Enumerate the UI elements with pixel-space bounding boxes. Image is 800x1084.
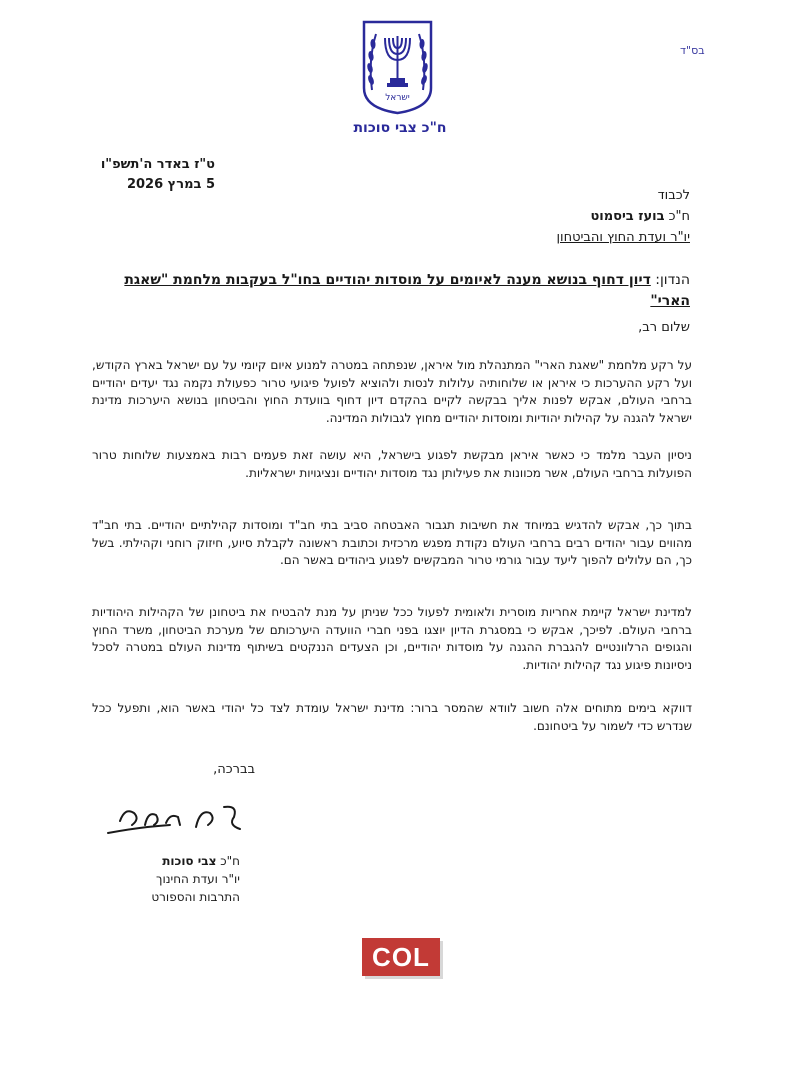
addressee-role: יו"ר ועדת החוץ והביטחון bbox=[556, 230, 690, 245]
signer-role-1: יו"ר ועדת החינוך bbox=[156, 872, 240, 886]
signer-prefix: ח"כ bbox=[216, 854, 240, 868]
col-watermark-logo: COL bbox=[362, 938, 440, 976]
besd-mark: בס"ד bbox=[680, 44, 705, 57]
letterhead-mk-name: ח"כ צבי סוכות bbox=[353, 120, 447, 136]
signer-name-line bbox=[80, 852, 240, 870]
subject-text: דיון דחוף בנושא מענה לאיומים על מוסדות יהודיים בחו"ל בעקבות מלחמת "שאגת הארי" bbox=[124, 272, 690, 309]
handwritten-signature bbox=[100, 795, 250, 845]
addressee-name-line bbox=[390, 206, 690, 227]
signer-block bbox=[80, 852, 240, 906]
date-block bbox=[75, 155, 215, 195]
body-paragraph-2: ניסיון העבר מלמד כי כאשר איראן מבקשת לפגוע בישראל, היא עושה זאת פעמים רבות באמצעות שלוחות טרור הפועלות ברחבי העולם, אשר מכוונות את פעילותן נגד מוסדות יהודיים ונציגויות ישראליות. bbox=[92, 448, 692, 480]
state-emblem bbox=[360, 20, 435, 115]
addressee-honorific: לכבוד bbox=[657, 188, 690, 203]
body-paragraph-1: על רקע מלחמת "שאגת הארי" המתנהלת מול איראן, שנפתחה במטרה למנוע איום קיומי על עם ישראל בארץ הקודש, ועל רקע ההערכות כי איראן או שלוחותיה עלולות לנסות ולהוציא לפועל פיגועי טרור כפעולת נקמה נגד יעדים יהודיים ברחבי העולם, אבקש לפנות אליך בבקשה לקיים בהקדם דיון דחוף בוועדת החוץ והביטחון בנושא היערכות מדינת ישראל להגנה על קהילות יהודיות ומוסדות יהודיים מחוץ לגבולות המדינה. bbox=[92, 358, 692, 425]
addressee-prefix: ח"כ bbox=[664, 209, 690, 224]
addressee-name: בועז ביסמוט bbox=[590, 209, 665, 224]
hebrew-date: ט"ז באדר ה'תשפ"ו bbox=[100, 157, 215, 172]
signer-name: צבי סוכות bbox=[162, 854, 217, 868]
body-paragraph-3: בתוך כך, אבקש להדגיש במיוחד את חשיבות תגבור האבטחה סביב בתי חב"ד ומוסדות קהילתיים יהודיים. בתי חב"ד מהווים עבור יהודים רבים ברחבי העולם נקודת מפגש מרכזית וכתובת ראשונה לקבלת סיוע, חיזוק רוחני וקהילתי. בשל כך, הם עלולים להפוך ליעד עבור גורמי טרור המבקשים לפגוע ביהודים באשר הם. bbox=[92, 518, 692, 567]
closing: בברכה, bbox=[213, 762, 255, 777]
body-paragraph-5: דווקא בימים מתוחים אלה חשוב לוודא שהמסר ברור: מדינת ישראל עומדת לצד כל יהודי באשר הוא, ותפעל ככל שנדרש כדי לשמור על ביטחונם. bbox=[92, 701, 692, 733]
body-paragraph-4: למדינת ישראל קיימת אחריות מוסרית ולאומית לפעול ככל שניתן על מנת להבטיח את ביטחונן של הקהילות היהודיות ברחבי העולם. לפיכך, אבקש כי במסגרת הדיון יוצגו בפני חברי הוועדה היערכותם של מערכת הביטחון, משרד החוץ והגופים הרלוונטיים להגברת ההגנה על מוסדות יהודיים, וכן הצעדים הננקטים בשיתוף מדינות העולם במטרה לסכל ניסיונות פיגוע נגד קהילות יהודיות. bbox=[92, 605, 692, 672]
emblem-caption: ישראל bbox=[385, 93, 410, 103]
addressee-block bbox=[390, 185, 690, 248]
subject-label: הנדון: bbox=[650, 272, 690, 288]
gregorian-date: 5 במרץ 2026 bbox=[126, 177, 215, 192]
signer-role-2: התרבות והספורט bbox=[151, 890, 240, 904]
subject-line bbox=[90, 270, 690, 312]
greeting: שלום רב, bbox=[638, 320, 690, 335]
